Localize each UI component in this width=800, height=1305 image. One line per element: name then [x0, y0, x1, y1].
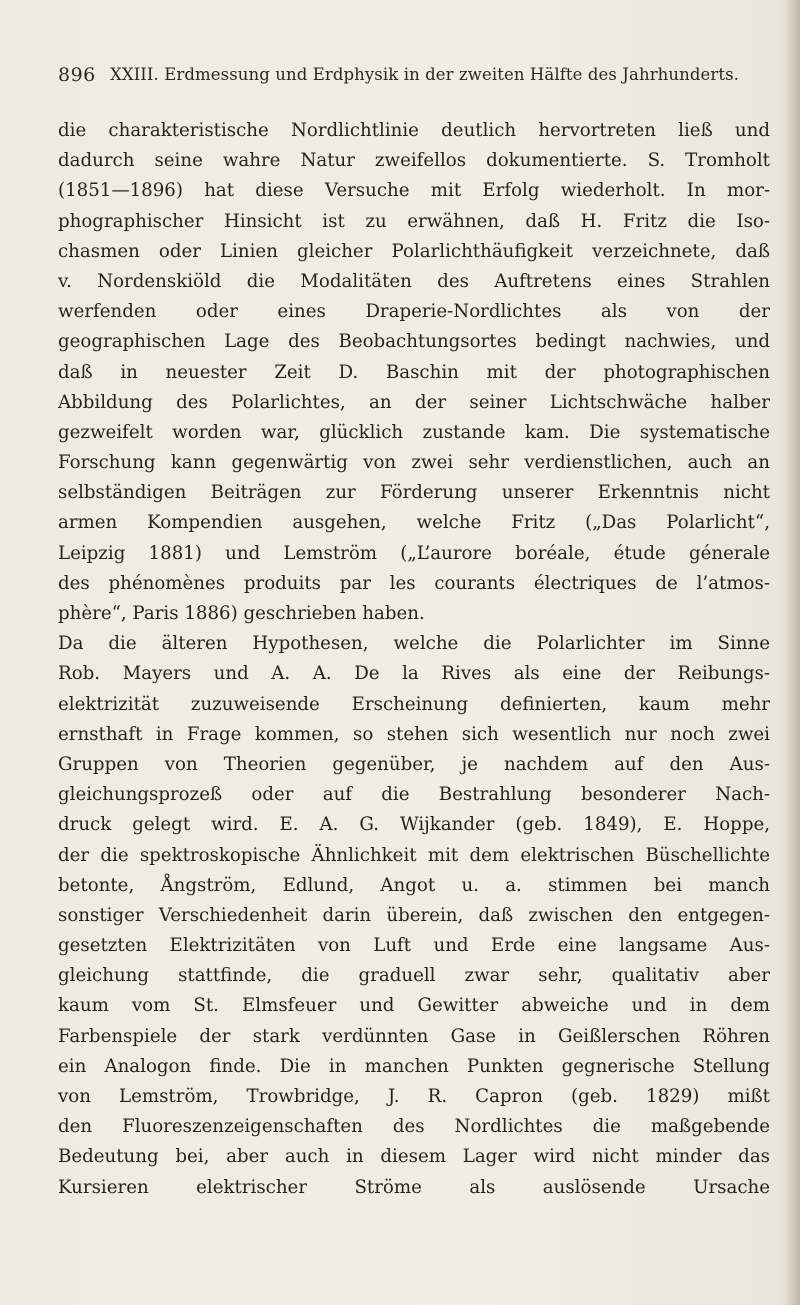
text-line: gezweifelt worden war, glücklich zustande kam. Die systematische — [58, 421, 770, 443]
text-line: betonte, Ångström, Edlund, Angot u. a. stimmen bei manch — [58, 874, 770, 896]
text-line: Farbenspiele der stark verdünnten Gase in Geißlerschen Röhren — [58, 1025, 770, 1047]
text-line: chasmen oder Linien gleicher Polarlichthäufigkeit verzeichnete, daß — [58, 240, 770, 262]
text-line: des phénomènes produits par les courants électriques de l’atmos- — [58, 572, 770, 594]
text-line: Forschung kann gegenwärtig von zwei sehr verdienstlichen, auch an — [58, 452, 770, 474]
page-number: 896 — [58, 64, 96, 86]
text-line: daß in neuester Zeit D. Baschin mit der photographischen — [58, 361, 770, 383]
text-line: ein Analogon finde. Die in manchen Punkten gegnerische Stellung — [58, 1055, 770, 1077]
text-line: elektrizität zuzuweisende Erscheinung definierten, kaum mehr — [58, 693, 770, 715]
text-line: den Fluoreszenzeigenschaften des Nordlichtes die maßgebende — [58, 1116, 770, 1138]
text-line: dadurch seine wahre Natur zweifellos dokumentierte. S. Tromholt — [58, 150, 770, 172]
text-line: armen Kompendien ausgehen, welche Fritz („Das Polarlicht“, — [58, 512, 770, 534]
text-line: (1851—1896) hat diese Versuche mit Erfolg wiederholt. In mor- — [58, 180, 770, 202]
text-line: von Lemström, Trowbridge, J. R. Capron (geb. 1829) mißt — [58, 1086, 770, 1107]
text-line: Bedeutung bei, aber auch in diesem Lager wird nicht minder das — [58, 1146, 770, 1168]
text-line: gleichungsprozeß oder auf die Bestrahlung besonderer Nach- — [58, 784, 770, 806]
text-line: Kursieren elektrischer Ströme als auslösende Ursache — [58, 1176, 770, 1198]
text-line: sonstiger Verschiedenheit darin überein, daß zwischen den entgegen- — [58, 904, 770, 926]
text-line: der die spektroskopische Ähnlichkeit mit dem elektrischen Büschellichte — [58, 844, 770, 866]
text-line: Abbildung des Polarlichtes, an der seiner Lichtschwäche halber — [58, 391, 770, 413]
text-line: v. Nordenskiöld die Modalitäten des Auftretens eines Strahlen — [58, 270, 770, 292]
running-title: XXIII. Erdmessung und Erdphysik in der zweiten Hälfte des Jahrhunderts. — [110, 65, 740, 84]
page-header — [58, 64, 778, 96]
text-line: selbständigen Beiträgen zur Förderung unserer Erkenntnis nicht — [58, 482, 770, 504]
text-line: ernsthaft in Frage kommen, so stehen sich wesentlich nur noch zwei — [58, 723, 770, 745]
text-line: werfenden oder eines Draperie-Nordlichtes als von der — [58, 301, 770, 323]
text-line: Rob. Mayers und A. A. De la Rives als eine der Reibungs- — [58, 663, 770, 685]
body-text — [58, 116, 770, 1203]
text-line: phographischer Hinsicht ist zu erwähnen, daß H. Fritz die Iso- — [58, 210, 770, 232]
text-line: druck gelegt wird. E. A. G. Wijkander (geb. 1849), E. Hoppe, — [58, 814, 770, 836]
text-line: Da die älteren Hypothesen, welche die Polarlichter im Sinne — [58, 633, 770, 655]
page-edge-shadow — [786, 0, 800, 1305]
text-line: Gruppen von Theorien gegenüber, je nachdem auf den Aus- — [58, 753, 770, 775]
text-line: geographischen Lage des Beobachtungsortes bedingt nachwies, und — [58, 331, 770, 353]
text-line: kaum vom St. Elmsfeuer und Gewitter abweiche und in dem — [58, 995, 770, 1017]
text-line: gleichung stattfinde, die graduell zwar sehr, qualitativ aber — [58, 965, 770, 987]
text-line: die charakteristische Nordlichtlinie deutlich hervortreten ließ und — [58, 120, 770, 141]
text-line: Leipzig 1881) und Lemström („L’aurore boréale, étude génerale — [58, 542, 770, 564]
text-line: gesetzten Elektrizitäten von Luft und Erde eine langsame Aus- — [58, 935, 770, 957]
text-line: phère“, Paris 1886) geschrieben haben. — [58, 603, 425, 624]
